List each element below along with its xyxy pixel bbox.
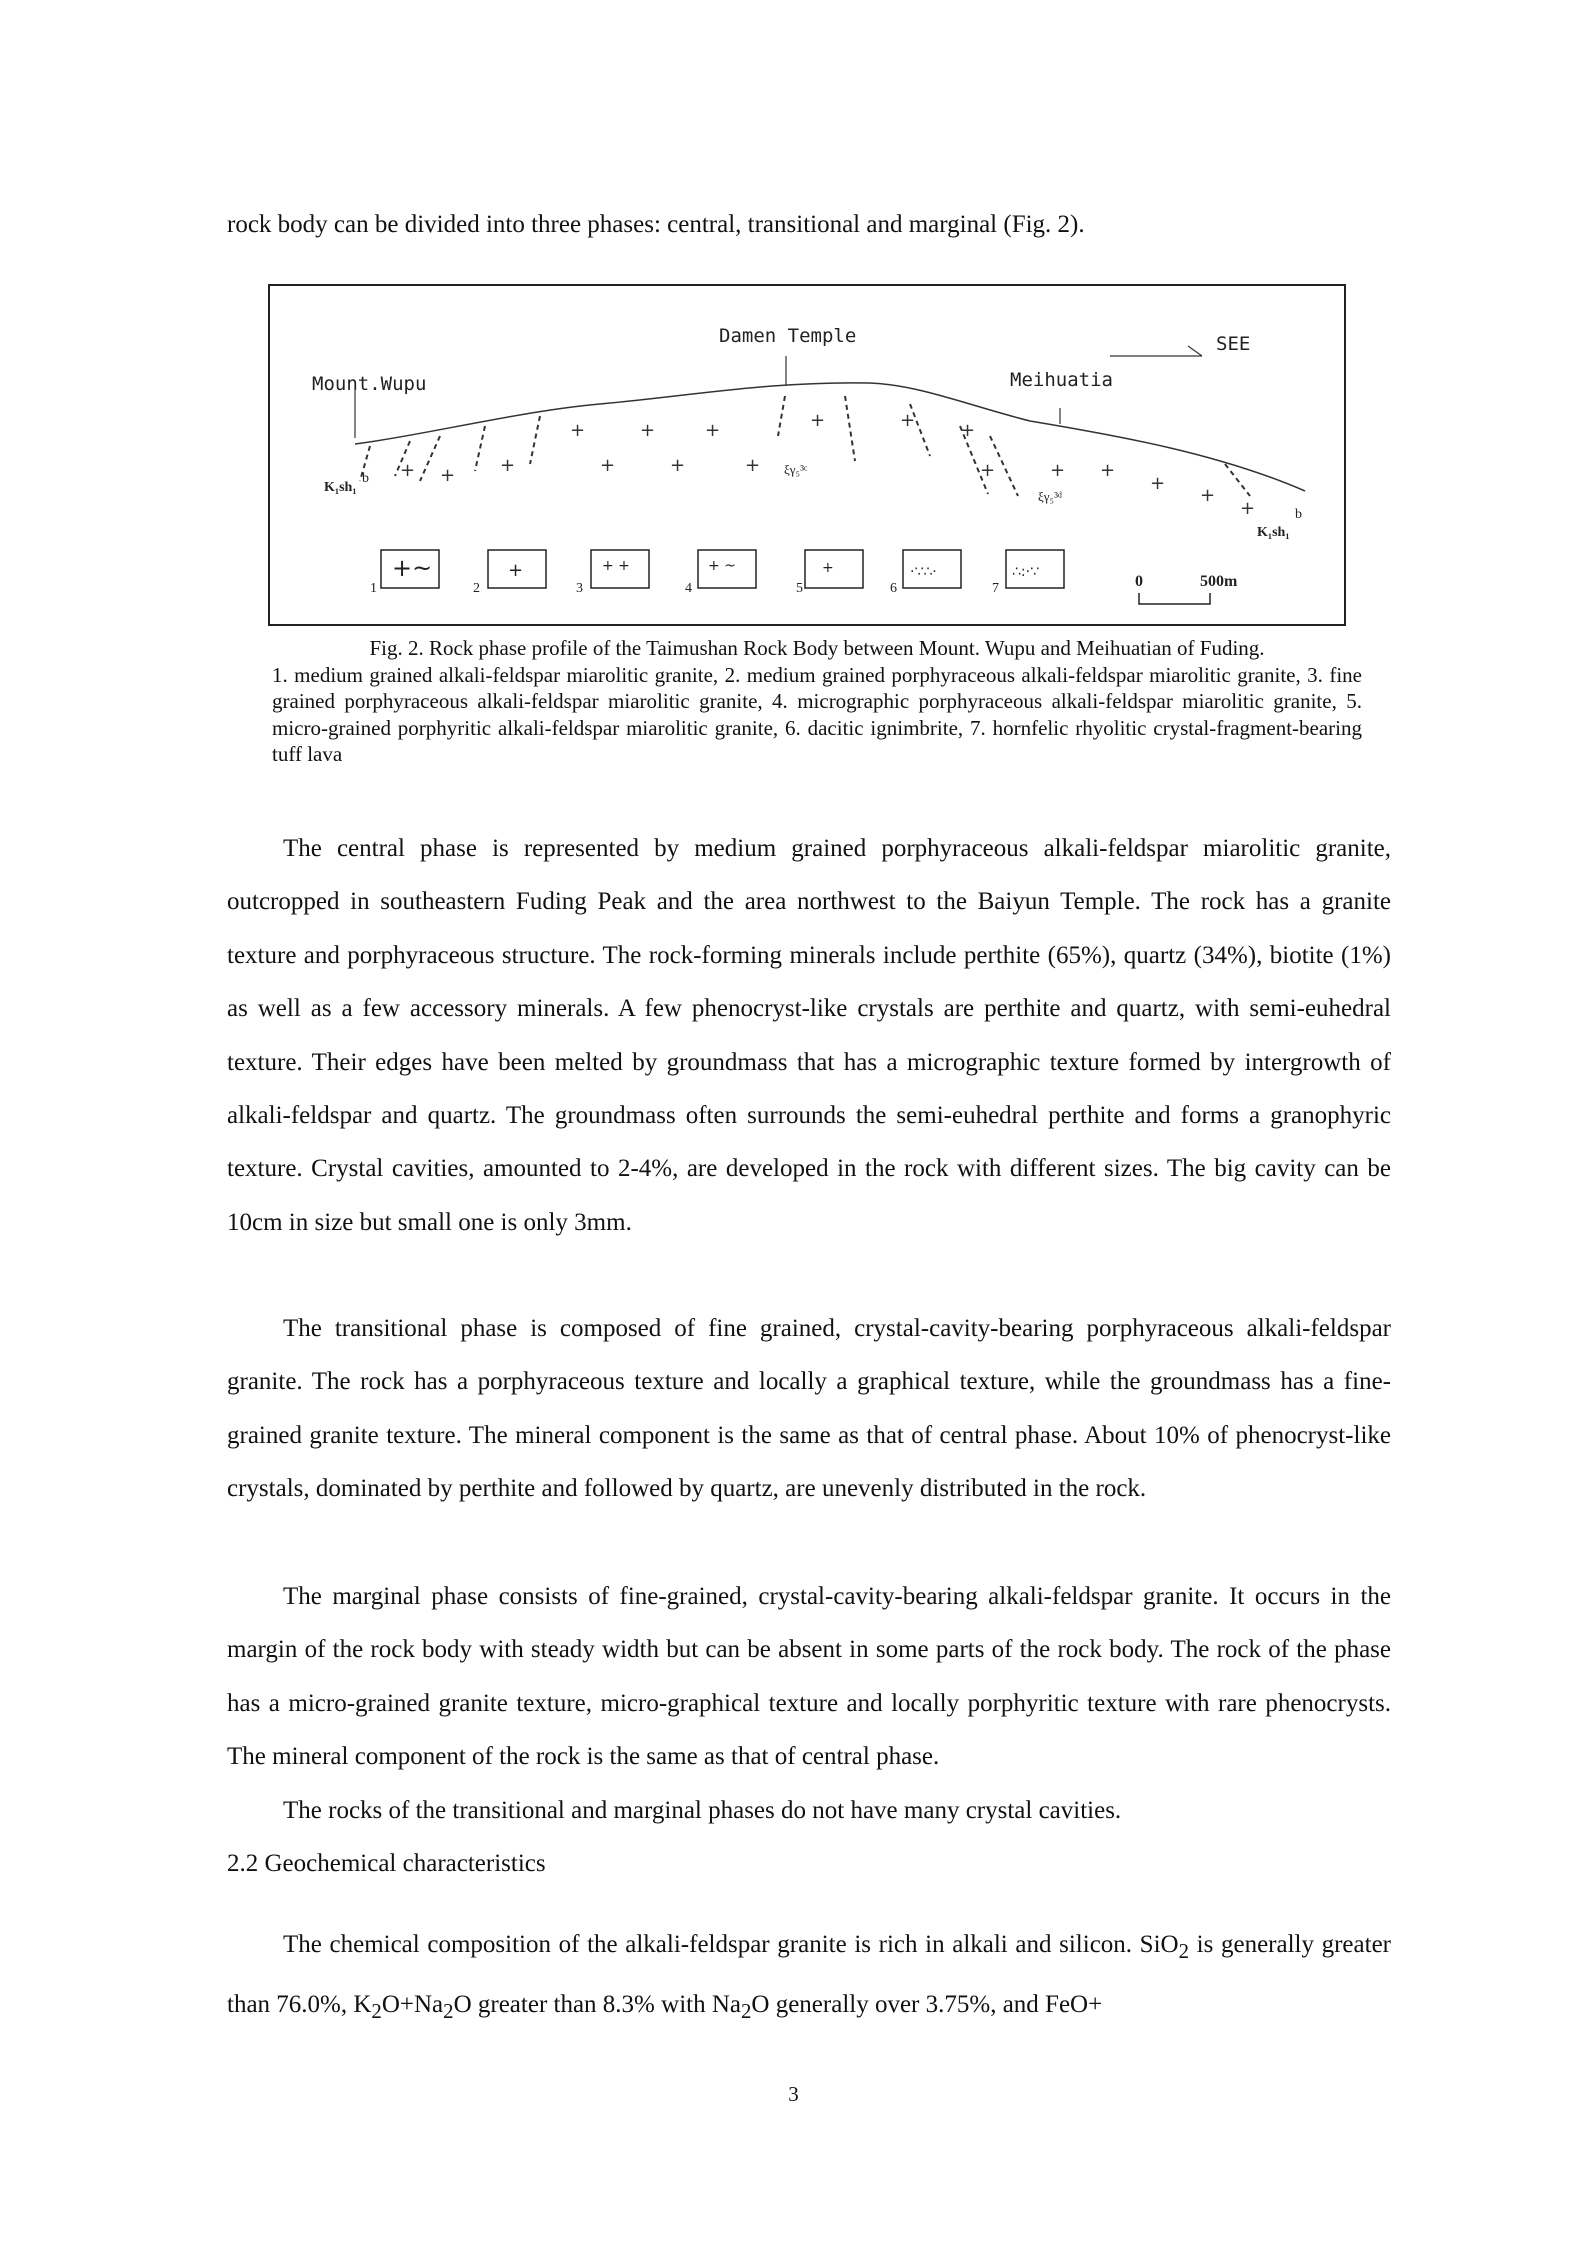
svg-text:+: + (900, 410, 916, 431)
label-kish-right: K₁sh₁ (1257, 525, 1290, 540)
svg-text:+: + (640, 420, 656, 441)
legend-box-5 (805, 550, 863, 588)
legend-number: 5 (796, 581, 803, 596)
scale-bar (1139, 593, 1210, 604)
svg-text:+: + (500, 455, 516, 476)
legend-symbol-6: ·∵∴· (910, 564, 937, 580)
svg-text:+: + (745, 455, 761, 476)
legend-symbol-2: + (508, 560, 524, 581)
label-kish-left: K₁sh₁ (324, 480, 357, 495)
label-gamma-a: ξγ₅³ᶜ (784, 462, 808, 477)
legend-symbol-5: + (822, 560, 834, 576)
svg-text:+: + (1150, 473, 1166, 494)
geochem-text-1: The chemical composition of the alkali-feldspar granite is rich in alkali and silicon. SiO (283, 1931, 1179, 1958)
legend-number: 3 (576, 581, 583, 596)
transitional-phase-paragraph: The transitional phase is composed of fine grained, crystal-cavity-bearing porphyraceous alkali-feldspar granite. The rock has a porphyraceous texture and locally a graphical texture, while the groundmass has a fine-grained granite texture. The mineral component is the same as that of central phase. About 10% of phenocryst-like crystals, dominated by perthite and followed by quartz, are unevenly distributed in the rock. (227, 1315, 1391, 1503)
phase-boundaries (360, 396, 1250, 496)
svg-text:+: + (440, 465, 456, 486)
geochem-text-4: O greater than 8.3% with Na (453, 1991, 741, 2019)
label-damen-temple: Damen Temple (719, 325, 857, 347)
geochem-subscript: 2 (443, 1999, 454, 2024)
legend-number: 7 (992, 581, 999, 596)
label-gamma-b: ξγ₅³ᵈ (1038, 489, 1063, 504)
label-b-right: b (1295, 507, 1302, 522)
legend-number: 2 (473, 581, 480, 596)
svg-text:+: + (1100, 460, 1116, 481)
caption-title: Fig. 2. Rock phase profile of the Taimushan Rock Body between Mount. Wupu and Meihuatian of Fuding. (369, 636, 1265, 660)
rock-profile-diagram (270, 286, 1344, 624)
geochem-text-3: O+Na (381, 1991, 444, 2019)
legend-number: 1 (370, 581, 377, 596)
svg-text:+: + (960, 420, 976, 441)
rock-profile-figure (268, 284, 1346, 626)
section-heading: 2.2 Geochemical characteristics (227, 1850, 546, 1877)
label-see: SEE (1216, 333, 1251, 355)
crystal-cavities-paragraph: The rocks of the transitional and marginal phases do not have many crystal cavities. (283, 1797, 1122, 1824)
geochem-text-5: O generally over 3.75%, and FeO+ (751, 1991, 1103, 2019)
label-meihuatia: Meihuatia (1010, 369, 1113, 391)
svg-text:+: + (810, 410, 826, 431)
svg-text:+: + (400, 460, 416, 481)
scale-length: 500m (1200, 573, 1238, 590)
geochemical-paragraph (227, 1918, 1391, 2039)
legend-symbol-3: + + (602, 558, 630, 574)
svg-text:+: + (1200, 485, 1216, 506)
svg-text:+: + (980, 460, 996, 481)
geochem-subscript: 2 (371, 1999, 382, 2024)
label-mount-wupu: Mount.Wupu (312, 373, 427, 395)
svg-text:+: + (705, 420, 721, 441)
legend-number: 4 (685, 581, 692, 596)
central-phase-paragraph: The central phase is represented by medium grained porphyraceous alkali-feldspar miarolitic granite, outcropped in southeastern Fuding Peak and the area northwest to the Baiyun Temple. The rock has a granite texture and porphyraceous structure. The rock-forming minerals include perthite (65%), quartz (34%), biotite (1%) as well as a few accessory minerals. A few phenocryst-like crystals are perthite and quartz, with semi-euhedral texture. Their edges have been melted by groundmass that has a micrographic texture formed by intergrowth of alkali-feldspar and quartz. The groundmass often surrounds the semi-euhedral perthite and forms a granophyric texture. Crystal cavities, amounted to 2-4%, are developed in the rock with different sizes. The big cavity can be 10cm in size but small one is only 3mm. (227, 835, 1391, 1236)
geochem-subscript: 2 (740, 1999, 752, 2024)
legend (370, 550, 1238, 604)
caption-legend: 1. medium grained alkali-feldspar miarolitic granite, 2. medium grained porphyraceous alkali-feldspar miarolitic granite, 3. fine grained porphyraceous alkali-feldspar miarolitic granite, 4. micrographic porphyraceous alkali-feldspar miarolitic granite, 5. micro-grained porphyritic alkali-feldspar miarolitic granite, 6. dacitic ignimbrite, 7. hornfelic rhyolitic crystal-fragment-bearing tuff lava (272, 662, 1362, 766)
legend-symbol-4: + ~ (708, 558, 736, 574)
geochem-text-2: is generally greater than 76.0%, K (227, 1931, 1391, 2019)
direction-arrow-head (1188, 346, 1202, 356)
svg-text:+: + (670, 455, 686, 476)
svg-text:+: + (570, 420, 586, 441)
figure-caption (272, 635, 1362, 768)
legend-symbol-7: ∴:·∵ (1012, 564, 1039, 580)
scale-zero: 0 (1135, 573, 1143, 590)
label-b-left: b (362, 471, 369, 486)
page-number: 3 (788, 2082, 799, 2106)
svg-text:+: + (600, 455, 616, 476)
marginal-phase-paragraph: The marginal phase consists of fine-grained, crystal-cavity-bearing alkali-feldspar granite. It occurs in the margin of the rock body with steady width but can be absent in some parts of the rock body. The rock of the phase has a micro-grained granite texture, micro-graphical texture and locally porphyritic texture with rare phenocrysts. The mineral component of the rock is the same as that of central phase. (227, 1583, 1391, 1771)
geochem-subscript: 2 (1178, 1939, 1190, 1963)
legend-number: 6 (890, 581, 897, 596)
legend-symbol-1: +~ (392, 554, 433, 582)
svg-text:+: + (1240, 498, 1256, 519)
intro-paragraph: rock body can be divided into three phases: central, transitional and marginal (Fig. 2). (227, 211, 1085, 238)
granite-symbols (400, 410, 1255, 519)
svg-text:+: + (1050, 460, 1066, 481)
